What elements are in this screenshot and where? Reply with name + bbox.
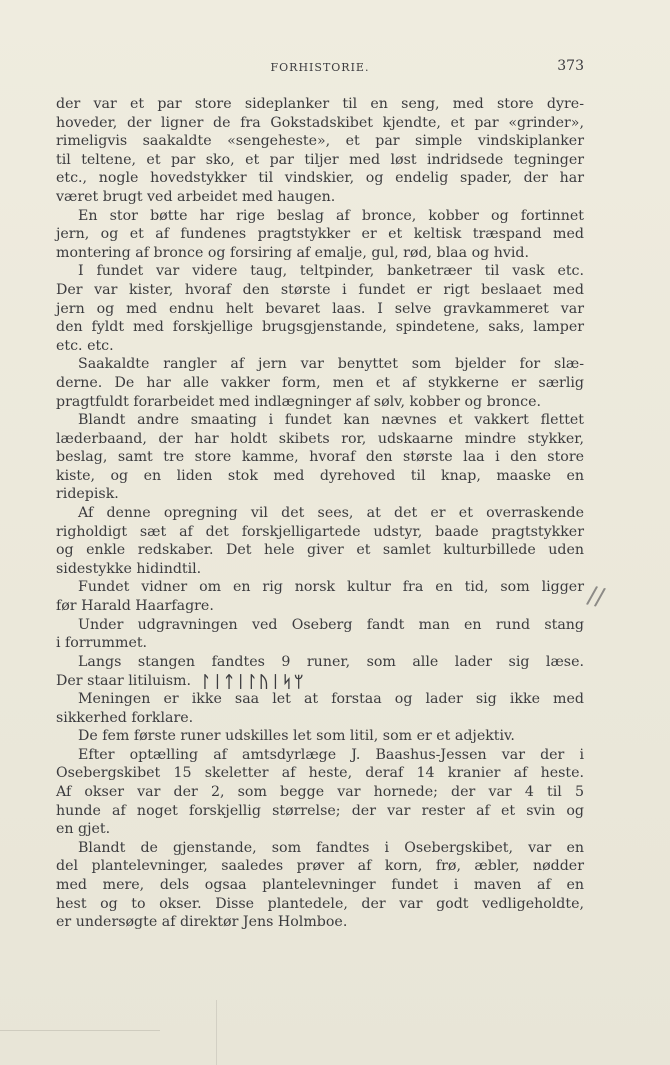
running-title: FORHISTORIE.: [270, 61, 370, 74]
text-line-content: En stor bøtte har rige beslag af bronce, kobber og fortinnet: [78, 207, 584, 224]
text-line: [56, 876, 584, 895]
text-line-content: Saakaldte rangler af jern var benyttet som bjelder for slæ-: [78, 356, 584, 373]
text-line: [56, 802, 584, 821]
text-line: [56, 597, 584, 616]
gutter-edge: [216, 1000, 217, 1065]
text-line-content: Af okser var der 2, som begge var hornede; der var 4 til 5: [56, 783, 584, 800]
text-line: [56, 839, 584, 858]
text-line-content: Blandt andre smaating i fundet kan nævnes et vakkert flettet: [78, 412, 584, 429]
text-line: [56, 448, 584, 467]
text-line-content: etc. etc.: [56, 337, 114, 354]
text-line: [56, 616, 584, 635]
text-line-content: den fyldt med forskjellige brugsgjenstande, spindetene, saks, lamper: [56, 319, 584, 336]
text-line-content: kiste, og en liden stok med dyrehoved til knap, maaske en: [56, 467, 584, 484]
text-line: [56, 560, 584, 579]
text-line: [56, 541, 584, 560]
page-number: 373: [557, 58, 584, 74]
text-line: [56, 318, 584, 337]
text-line: [56, 430, 584, 449]
text-line-content: og enkle redskaber. Det hele giver et samlet kulturbillede uden: [56, 542, 584, 559]
text-line-content: Langs stangen fandtes 9 runer, som alle lader sig læse.: [78, 653, 584, 670]
text-line: [56, 485, 584, 504]
text-line: [56, 746, 584, 765]
text-line: [56, 95, 584, 114]
text-line-content: læderbaand, der har holdt skibets ror, udskaarne mindre stykker,: [56, 430, 584, 447]
text-line: [56, 151, 584, 170]
text-line-content: montering af bronce og forsiring af emalje, gul, rød, blaa og hvid.: [56, 244, 530, 261]
text-line-content: Under udgravningen ved Oseberg fandt man en rund stang: [78, 616, 584, 633]
text-line: [56, 913, 584, 932]
text-line-content: ridepisk.: [56, 486, 119, 503]
text-line-content: været brugt ved arbeidet med haugen.: [56, 188, 336, 205]
text-line-content: righoldigt sæt af det forskjelligartede udstyr, baade pragtstykker: [56, 523, 584, 540]
text-line-content: rimeligvis saakaldte «sengeheste», et par simple vindskiplanker: [56, 133, 584, 150]
text-line-content: Af denne opregning vil det sees, at det er et overraskende: [78, 505, 584, 522]
page-header: [56, 58, 584, 78]
text-line-content: Meningen er ikke saa let at forstaa og lader sig ikke med: [78, 691, 584, 707]
text-line-content: Fundet vidner om en rig norsk kultur fra en tid, som ligger: [78, 579, 584, 596]
text-line-content: der var et par store sideplanker til en seng, med store dyre-: [56, 96, 584, 112]
text-line-content: hest og to okser. Disse plantedele, der var godt vedligeholdte,: [56, 895, 584, 912]
text-line-content: hoveder, der ligner de fra Gokstadskibet kjendte, et par «grinder»,: [56, 114, 584, 131]
text-line-content: hunde af noget forskjellig størrelse; der var rester af et svin og: [56, 802, 584, 819]
text-line: [56, 225, 584, 244]
text-line-content: jern og med endnu helt bevaret laas. I selve gravkammeret var: [56, 300, 584, 317]
text-line-content: til teltene, et par sko, et par tiljer med løst indridsede tegninger: [56, 151, 584, 168]
text-line: [56, 355, 584, 374]
text-line-content: i forrummet.: [56, 635, 148, 652]
text-line-content: Osebergskibet 15 skeletter af heste, deraf 14 kranier af heste.: [56, 765, 584, 782]
text-line-content: beslag, samt tre store kamme, hvoraf den største laa i den store: [56, 449, 584, 466]
text-line: [56, 188, 584, 207]
text-line-content: Efter optælling af amtsdyrlæge J. Baashus-Jessen var der i: [78, 746, 584, 763]
text-line: [56, 653, 584, 672]
text-line: [56, 467, 584, 486]
text-line-content: sidestykke hidindtil.: [56, 560, 202, 577]
text-line: [56, 578, 584, 597]
text-line-content: med mere, dels ogsaa plantelevninger fundet i maven af en: [56, 876, 584, 893]
text-line: [56, 114, 584, 133]
text-line: [56, 374, 584, 393]
margin-slash-mark: //: [585, 580, 607, 612]
text-line-content: før Harald Haarfagre.: [56, 598, 214, 615]
text-line: [56, 523, 584, 542]
text-line: [56, 300, 584, 319]
text-line: [56, 132, 584, 151]
gutter-rule: [0, 1030, 160, 1031]
text-line-content: er undersøgte af direktør Jens Holmboe.: [56, 914, 348, 931]
text-line: [56, 504, 584, 523]
text-line: [56, 671, 584, 690]
text-line-content: Blandt de gjenstande, som fandtes i Osebergskibet, var en: [78, 839, 584, 856]
text-line-content: etc., nogle hovedstykker til vindskier, og endelig spader, der har: [56, 170, 584, 187]
text-line: [56, 337, 584, 356]
text-line: [56, 207, 584, 226]
text-line-content: pragtfuldt forarbeidet med indlægninger af sølv, kobber og bronce.: [56, 393, 542, 410]
text-line-content: jern, og et af fundenes pragtstykker er et keltisk træspand med: [56, 226, 584, 243]
text-line: [56, 764, 584, 783]
text-line-content: del plantelevninger, saaledes prøver af korn, frø, æbler, nødder: [56, 858, 584, 875]
text-line: [56, 820, 584, 839]
text-line: [56, 857, 584, 876]
text-line: [56, 393, 584, 412]
text-line: [56, 281, 584, 300]
text-line: [56, 244, 584, 263]
text-line: [56, 783, 584, 802]
text-line: [56, 634, 584, 653]
text-line: [56, 690, 584, 709]
text-line-content: en gjet.: [56, 821, 111, 838]
text-line: [56, 895, 584, 914]
text-line: [56, 262, 584, 281]
text-line-content: sikkerhed forklare.: [56, 709, 194, 726]
text-line-content: I fundet var videre taug, teltpinder, banketræer til vask etc.: [78, 263, 584, 280]
text-line: [56, 709, 584, 728]
body-text: [56, 95, 584, 932]
text-line-content: Der var kister, hvoraf den største i fundet er rigt beslaaet med: [56, 281, 584, 298]
text-line: [56, 411, 584, 430]
text-line-content: Der staar litiluism.: [56, 673, 192, 690]
rune-inscription: ᛚᛁᛏᛁᛚᚢᛁᛋᛘ: [201, 672, 306, 692]
text-line-content: derne. De har alle vakker form, men et af stykkerne er særlig: [56, 374, 584, 391]
text-line-content: De fem første runer udskilles let som litil, som er et adjektiv.: [78, 728, 515, 745]
text-line: [56, 169, 584, 188]
text-line: [56, 727, 584, 746]
